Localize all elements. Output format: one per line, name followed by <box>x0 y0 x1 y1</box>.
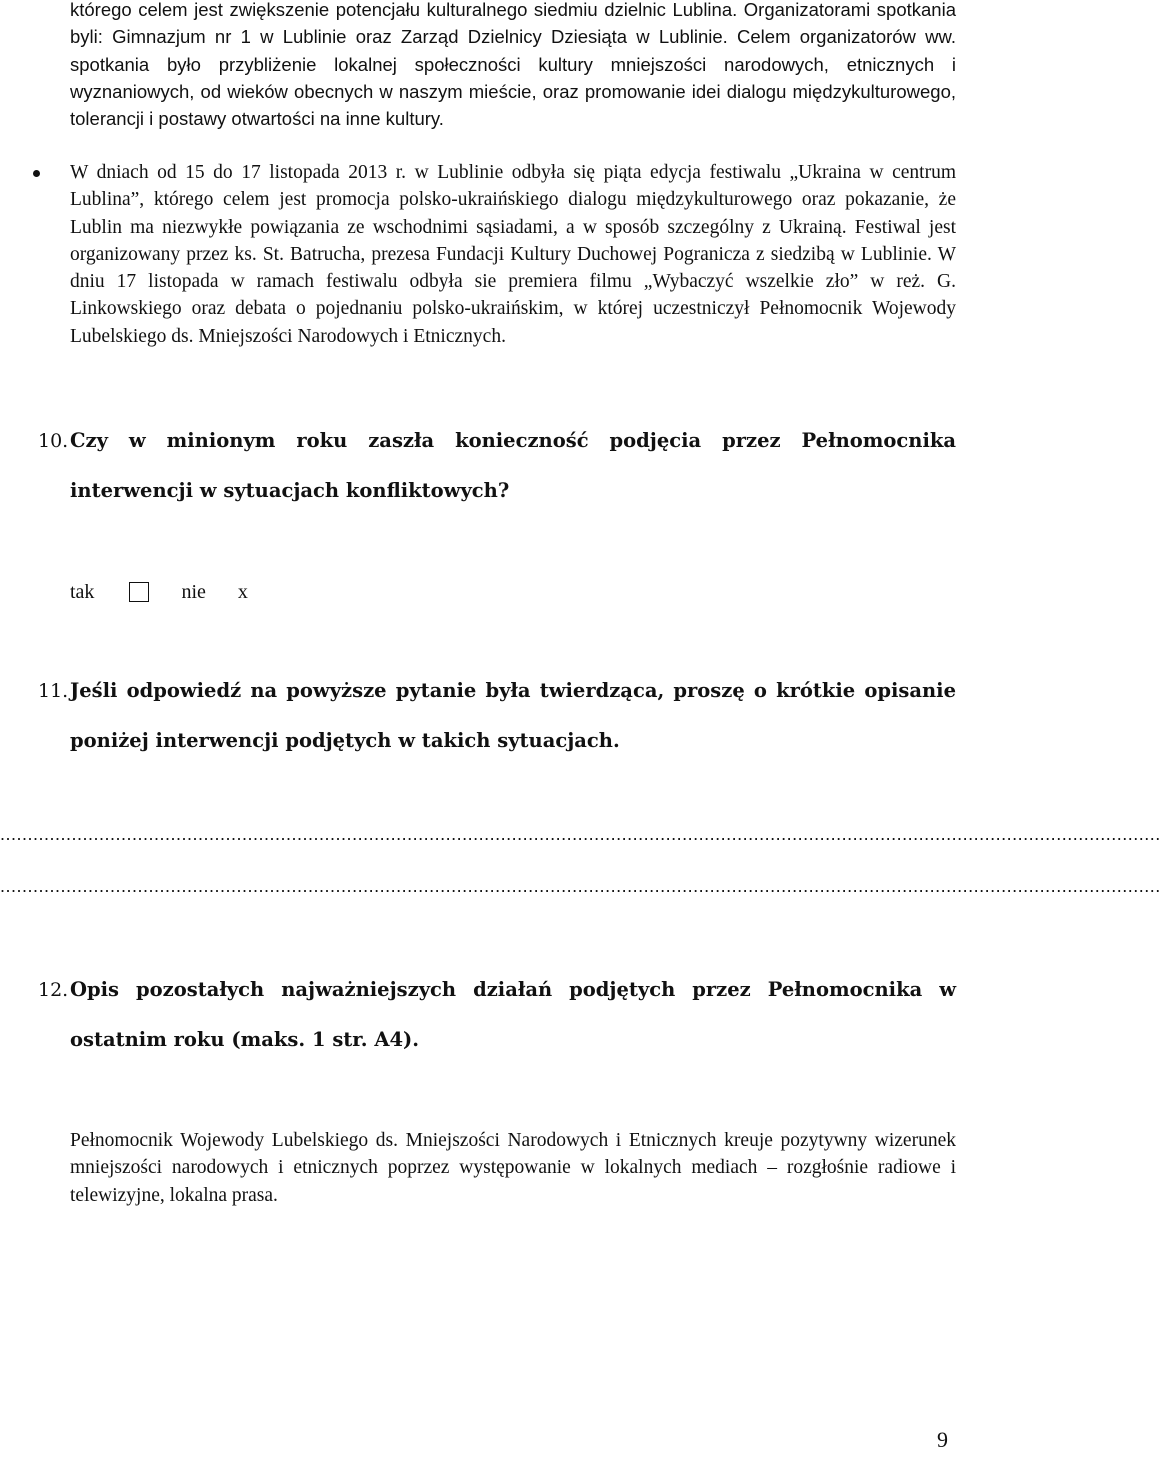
answer-dotted-line-2[interactable]: ................................................................................................................................................................................................................... <box>0 876 1161 896</box>
answer-row <box>70 575 248 609</box>
answer-yes-label: tak <box>70 580 95 603</box>
bullet-paragraph-festival: W dniach od 15 do 17 listopada 2013 r. w Lublinie odbyła się piąta edycja festiwalu „Ukraina w centrum Lublina”, którego celem jest promocja polsko-ukraińskiego dialogu międzykulturowego oraz pokazanie, że Lublin ma niezwykłe powiązania ze wschodnimi sąsiadami, a w sposób szczególny z Ukrainą. Festiwal jest organizowany przez ks. St. Batrucha, prezesa Fundacji Kultury Duchowej Pogranicza z siedzibą w Lublinie. W dniu 17 listopada w ramach festiwalu odbyła sie premiera filmu „Wybaczyć wszelkie zło” w reż. G. Linkowskiego oraz debata o pojednaniu polsko-ukraińskim, w której uczestniczył Pełnomocnik Wojewody Lubelskiego ds. Mniejszości Narodowych i Etnicznych. <box>70 162 956 347</box>
answer-dotted-line-1[interactable]: ................................................................................................................................................................................................................... <box>0 824 1161 844</box>
paragraph-bottom: Pełnomocnik Wojewody Lubelskiego ds. Mniejszości Narodowych i Etnicznych kreuje pozytywny wizerunek mniejszości narodowych i etnicznych poprzez występowanie w lokalnych mediach – rozgłośnie radiowe i telewizyjne, lokalna prasa. <box>70 1130 956 1206</box>
question-11-text: Jeśli odpowiedź na powyższe pytanie była twierdząca, proszę o krótkie opisanie poniżej interwencji podjętych w takich sytuacjach. <box>70 679 956 752</box>
bullet-dot <box>33 170 40 177</box>
answer-no-mark: x <box>237 580 248 603</box>
answer-yes-checkbox[interactable] <box>129 582 149 602</box>
page-number: 9 <box>937 1427 948 1452</box>
paragraph-top: którego celem jest zwiększenie potencjału kulturalnego siedmiu dzielnic Lublina. Organizatorami spotkania byli: Gimnazjum nr 1 w Lublinie oraz Zarząd Dzielnicy Dziesiąta w Lublinie. Celem organizatorów ww. spotkania było przybliżenie lokalnej społeczności kultury mniejszości narodowych, etnicznych i wyznaniowych, od wieków obecnych w naszym mieście, oraz promowanie idei dialogu międzykulturowego, tolerancji i postawy otwartości na inne kultury. <box>70 0 956 130</box>
question-12-text: Opis pozostałych najważniejszych działań podjętych przez Pełnomocnika w ostatnim roku (maks. 1 str. A4). <box>70 978 956 1051</box>
question-10-text: Czy w minionym roku zaszła konieczność podjęcia przez Pełnomocnika interwencji w sytuacjach konfliktowych? <box>70 429 956 502</box>
question-11-number: 11. <box>38 680 69 702</box>
answer-no-label: nie <box>181 580 206 603</box>
question-12-number: 12. <box>38 979 69 1001</box>
question-10-number: 10. <box>38 430 69 452</box>
